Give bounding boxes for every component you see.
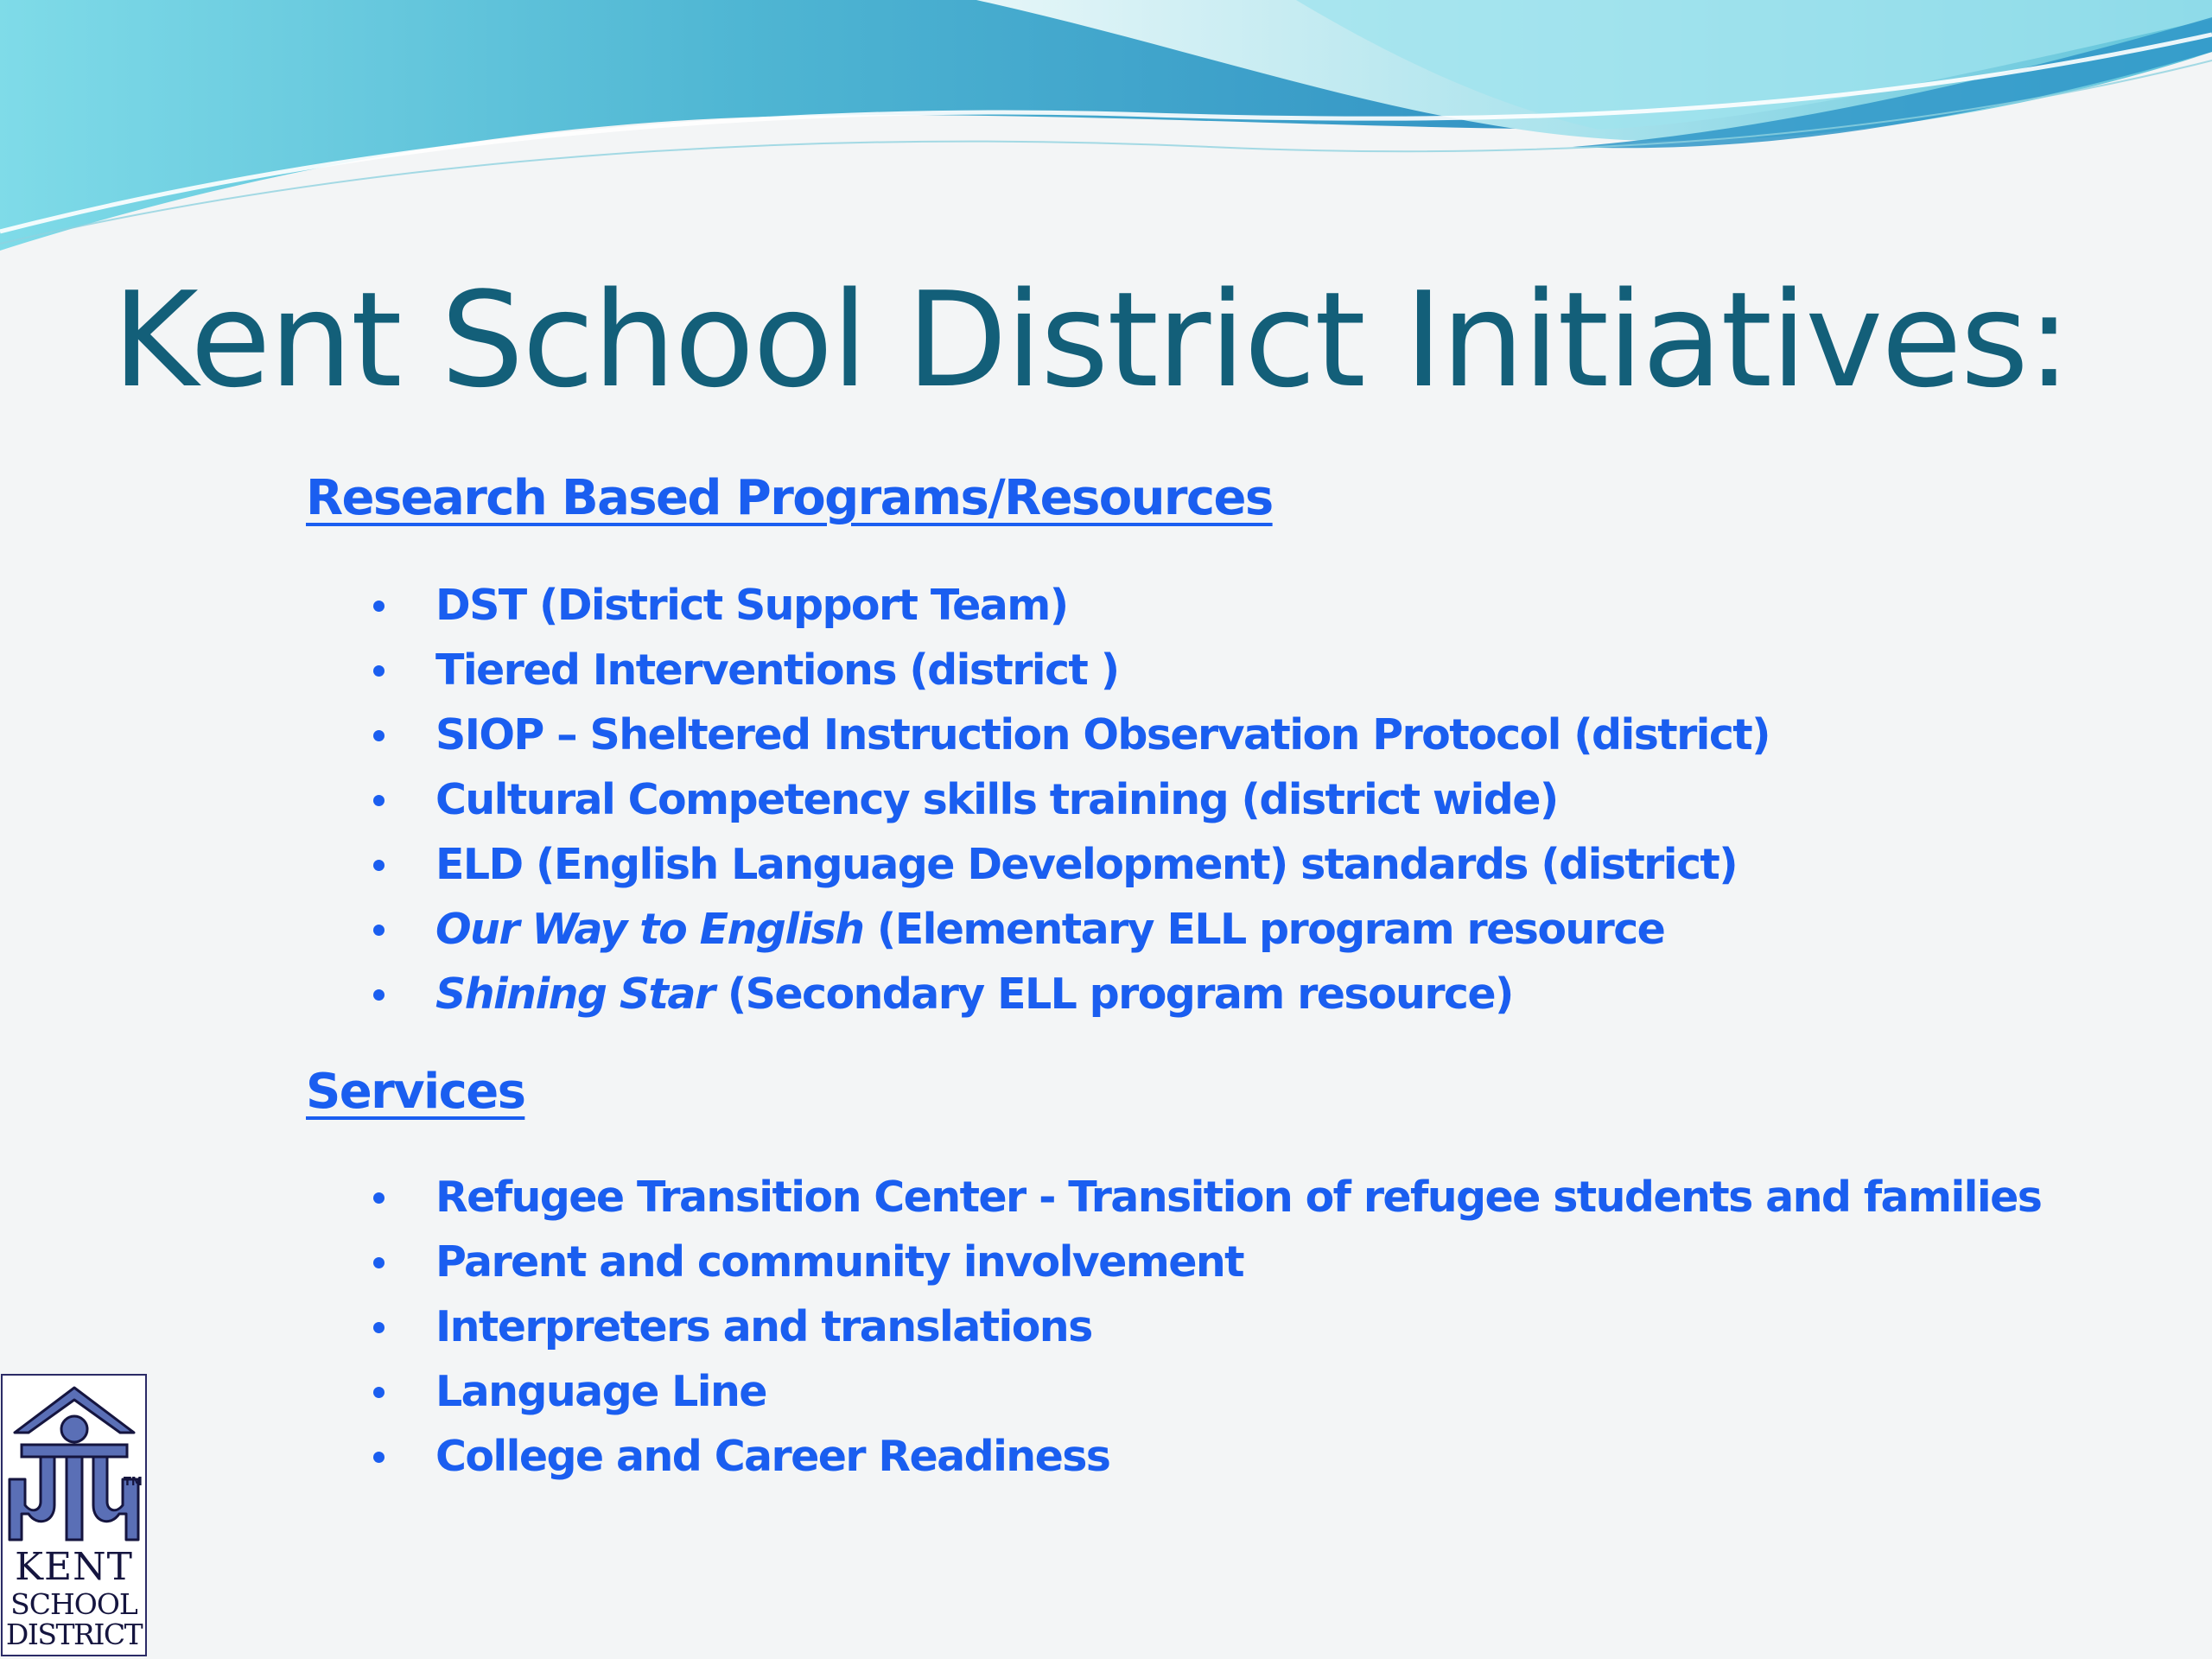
list-item-text: Tiered Interventions (district ): [435, 645, 1119, 695]
list-item-italic: Shining Star: [435, 969, 715, 1019]
list-item-text: Parent and community involvement: [435, 1237, 1243, 1287]
logo-text-kent: KENT: [15, 1545, 133, 1589]
bullet-icon: [373, 730, 385, 741]
list-item: [373, 1230, 2041, 1294]
list-item-text: Language Line: [435, 1367, 766, 1416]
decorative-wave-header: [0, 0, 2212, 294]
list-item-text: Interpreters and translations: [435, 1302, 1092, 1351]
list-item: [373, 962, 1770, 1027]
list-item: [373, 1294, 2041, 1359]
list-item-italic: Our Way to English: [435, 905, 864, 954]
list-item: [373, 832, 1770, 897]
list-item-text: (Secondary ELL program resource): [714, 969, 1513, 1019]
logo-right-pillar: [93, 1457, 138, 1540]
logo-bell: [61, 1416, 87, 1442]
list-item-text: (Elementary ELL program resource: [863, 905, 1665, 954]
logo-center-column: [67, 1457, 82, 1540]
bullet-icon: [373, 989, 385, 1001]
list-item-text: Refugee Transition Center - Transition of refugee students and families: [435, 1173, 2042, 1222]
bullet-icon: [373, 1322, 385, 1333]
section-heading-programs: Research Based Programs/Resources: [306, 470, 1273, 526]
bullet-icon: [373, 1387, 385, 1398]
bullet-icon: [373, 1257, 385, 1268]
programs-list: [373, 573, 1770, 1027]
list-item: [373, 1165, 2041, 1230]
bullet-icon: [373, 1452, 385, 1463]
bullet-icon: [373, 665, 385, 677]
slide-title: Kent School District Initiatives:: [112, 264, 2070, 416]
logo-crossbar: [22, 1445, 127, 1457]
services-list: [373, 1165, 2041, 1489]
logo-text-district: DISTRICT: [5, 1618, 143, 1651]
list-item: [373, 897, 1770, 962]
bullet-icon: [373, 925, 385, 936]
list-item: [373, 573, 1770, 638]
bullet-icon: [373, 1192, 385, 1204]
list-item: [373, 767, 1770, 832]
bullet-icon: [373, 795, 385, 806]
list-item-text: Cultural Competency skills training (district wide): [435, 775, 1558, 824]
list-item: [373, 1424, 2041, 1489]
kent-school-house-icon: [3, 1376, 145, 1548]
kent-school-district-logo: [1, 1374, 147, 1656]
list-item-text: College and Career Readiness: [435, 1432, 1110, 1481]
list-item-text: SIOP – Sheltered Instruction Observation Protocol (district): [435, 710, 1770, 760]
list-item: [373, 702, 1770, 767]
logo-text-school: SCHOOL: [10, 1587, 137, 1621]
list-item-text: DST (District Support Team): [435, 581, 1068, 630]
bullet-icon: [373, 601, 385, 612]
list-item: [373, 1359, 2041, 1424]
list-item: [373, 638, 1770, 702]
section-heading-services: Services: [306, 1064, 525, 1120]
list-item-text: ELD (English Language Development) standards (district): [435, 840, 1738, 889]
bullet-icon: [373, 860, 385, 871]
logo-trademark: TM: [124, 1476, 143, 1489]
logo-left-pillar: [10, 1457, 54, 1540]
